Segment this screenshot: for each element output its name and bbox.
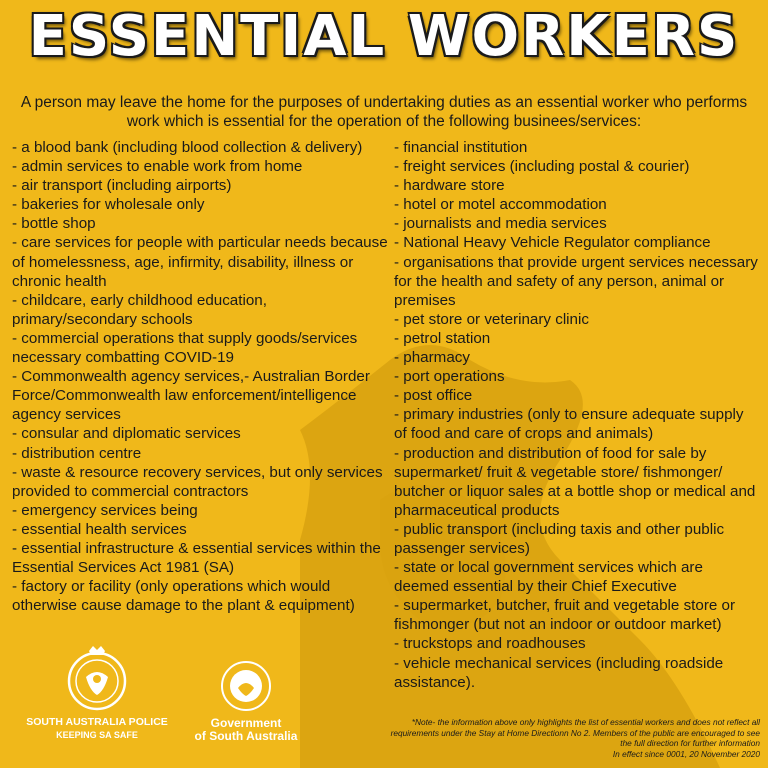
list-item: - essential infrastructure & essential services within the Essential Services Act 1981 (SA) xyxy=(12,539,381,577)
list-item: - post office xyxy=(394,387,473,405)
list-item: - port operations xyxy=(394,368,505,386)
left-column-list xyxy=(12,138,390,615)
list-item: - petrol station xyxy=(394,329,491,347)
list-item: - factory or facility (only operations which would otherwise cause damage to the plant & equipment) xyxy=(12,578,355,615)
list-item: - hotel or motel accommodation xyxy=(394,196,607,214)
list-item: - admin services to enable work from home xyxy=(12,158,303,176)
list-item: - air transport (including airports) xyxy=(12,177,232,195)
police-motto: KEEPING SA SAFE xyxy=(56,730,138,740)
footnote-effective-date: In effect since 0001, 20 November 2020 xyxy=(612,748,760,759)
police-name: SOUTH AUSTRALIA POLICE xyxy=(26,716,168,728)
footnote-line: *Note- the information above only highlights the list of essential workers and does not reflect all xyxy=(411,717,760,727)
list-item: - Commonwealth agency services,- Australian Border Force/Commonwealth law enforcement/intelligence agency services xyxy=(12,368,370,424)
list-item: - hardware store xyxy=(394,177,505,195)
list-item: - waste & resource recovery services, but only services provided to commercial contractors xyxy=(12,463,383,500)
list-item: - commercial operations that supply goods/services necessary combatting COVID-19 xyxy=(12,329,358,367)
list-item: - vehicle mechanical services (including roadside assistance). xyxy=(394,654,724,691)
sa-government-logo xyxy=(184,660,308,743)
list-item: - essential health services xyxy=(12,520,187,538)
list-item: - National Heavy Vehicle Regulator compliance xyxy=(394,234,711,252)
list-item: - childcare, early childhood education, primary/secondary schools xyxy=(12,291,267,328)
list-item: - primary industries (only to ensure adequate supply of food and care of crops and animals) xyxy=(394,406,744,443)
gov-line1: Government xyxy=(210,716,282,730)
footnote-line: requirements under the Stay at Home Directionn No 2. Members of the public are encouraged to see xyxy=(390,727,760,738)
list-item: - journalists and media services xyxy=(394,215,607,233)
government-seal-icon xyxy=(220,660,272,712)
list-item: - public transport (including taxis and other public passenger services) xyxy=(394,520,725,557)
list-item: - consular and diplomatic services xyxy=(12,425,241,443)
sa-police-logo xyxy=(22,645,172,742)
list-item: - freight services (including postal & courier) xyxy=(394,158,690,176)
intro-text: A person may leave the home for the purposes of undertaking duties as an essential worker who performs work which is essential for the operation of the following businees/services: xyxy=(20,94,748,130)
list-item: - financial institution xyxy=(394,139,528,156)
list-item: - supermarket, butcher, fruit and vegetable store or fishmonger (but not an indoor or outdoor market) xyxy=(394,597,736,634)
list-item: - state or local government services which are deemed essential by their Chief Executive xyxy=(394,559,703,596)
footnote-line: the full direction for further information xyxy=(620,738,760,748)
list-item: - production and distribution of food for sale by supermarket/ fruit & vegetable store/ fishmonger/ butcher or liquor sales at a bottle shop or medical and pharmaceutical products xyxy=(394,444,756,519)
footnote xyxy=(355,717,760,759)
list-item: - pet store or veterinary clinic xyxy=(394,310,589,328)
list-item: - emergency services being xyxy=(12,501,198,519)
list-item: - truckstops and roadhouses xyxy=(394,635,586,653)
list-item: - a blood bank (including blood collection & delivery) xyxy=(12,139,363,156)
list-item: - organisations that provide urgent services necessary for the health and safety of any person, animal or premises xyxy=(394,253,758,309)
list-item: - pharmacy xyxy=(394,349,470,367)
list-item: - bottle shop xyxy=(12,215,96,233)
list-item: - bakeries for wholesale only xyxy=(12,196,205,214)
page-title: ESSENTIAL WORKERS xyxy=(28,4,740,69)
list-item: - distribution centre xyxy=(12,444,142,462)
right-column-list xyxy=(394,138,760,692)
gov-line2: of South Australia xyxy=(194,729,298,743)
list-item: - care services for people with particular needs because of homelessness, age, infirmity, disability, illness or chronic health xyxy=(12,234,388,290)
police-badge-icon xyxy=(62,645,132,711)
